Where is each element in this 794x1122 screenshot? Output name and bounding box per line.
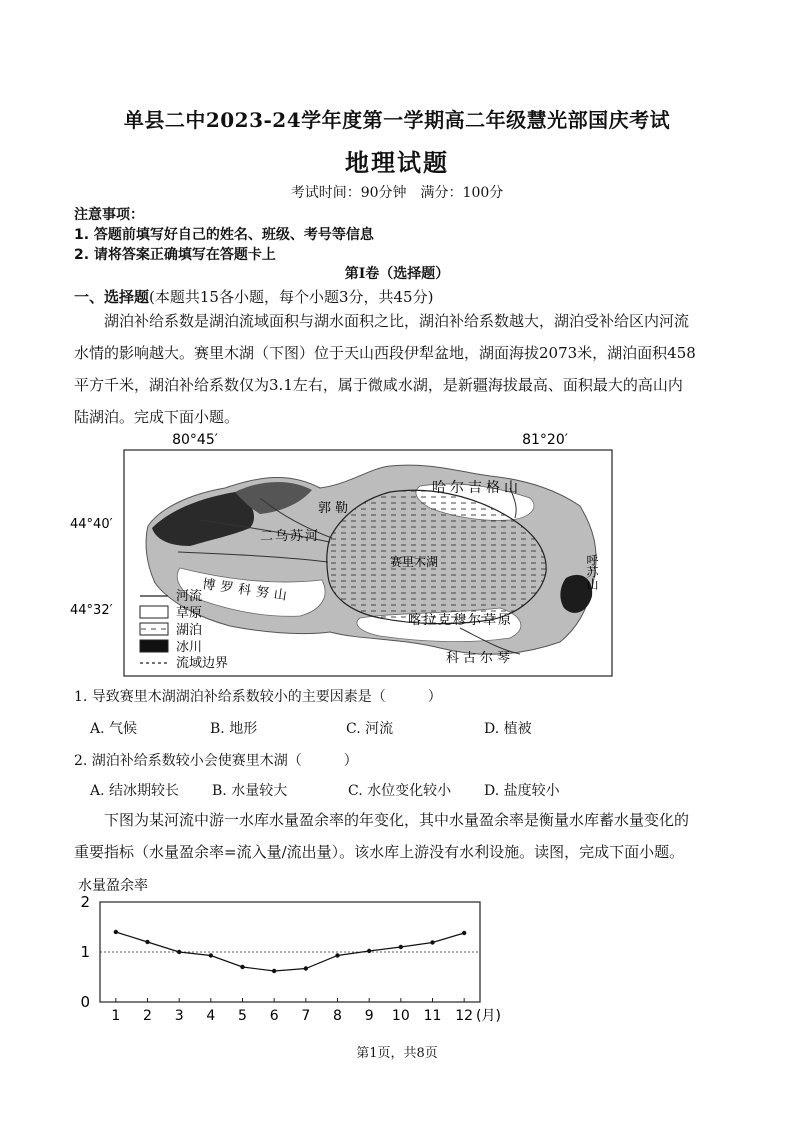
- reservoir-chart: [70, 872, 530, 1028]
- x-tick-label: 10: [391, 1008, 410, 1024]
- x-tick-label: 12: [455, 1008, 474, 1024]
- passage-line: 陆湖泊。完成下面小题。: [74, 408, 240, 426]
- question-2-options: [90, 780, 560, 800]
- data-point: [240, 965, 244, 969]
- question-1-stem: 1. 导致赛里木湖湖泊补给系数较小的主要因素是（ ）: [74, 689, 442, 705]
- part-heading: [74, 286, 433, 307]
- data-point: [430, 940, 434, 944]
- x-tick-label: 7: [301, 1008, 311, 1024]
- page-footer: 第1页，共8页: [356, 1046, 438, 1061]
- label-kegu: 科古尔琴: [446, 651, 515, 666]
- y-tick-label: 1: [80, 943, 90, 961]
- legend-label: 草原: [176, 606, 203, 621]
- label-erwu: 二乌苏河: [260, 529, 321, 544]
- passage-lake: [74, 305, 724, 433]
- question-1-options: [90, 718, 532, 738]
- y-tick-label: 2: [80, 893, 90, 911]
- legend-label: 流域边界: [176, 656, 229, 671]
- passage-line: 平方千米，湖泊补给系数仅为3.1左右，属于微咸水湖，是新疆海拔最高、面积最大的高山内: [74, 376, 683, 394]
- label-lake: 赛里木湖: [390, 555, 439, 569]
- data-point: [367, 949, 371, 953]
- data-point: [209, 953, 213, 957]
- passage-line: 湖泊补给系数是湖泊流域面积与湖水面积之比，湖泊补给系数越大，湖泊受补给区内河流: [104, 312, 690, 330]
- data-point: [114, 930, 118, 934]
- label-huxi: 呼苏山: [585, 554, 599, 590]
- option: A. 结冰期较长: [90, 783, 180, 799]
- legend-label: 湖泊: [176, 623, 203, 638]
- legend-grassland-symbol: [140, 606, 168, 618]
- lat-label-bottom: 44°32′: [70, 603, 113, 618]
- legend-label: 河流: [176, 589, 203, 604]
- question-2-stem: 2. 湖泊补给系数较小会使赛里木湖（ ）: [74, 753, 358, 769]
- data-point: [399, 945, 403, 949]
- x-tick-label: 4: [206, 1008, 216, 1024]
- legend-label: 冰川: [176, 640, 203, 655]
- chart-plot: [80, 893, 500, 1024]
- lake-map: [60, 428, 620, 680]
- section-heading: 第Ⅰ卷（选择题）: [344, 266, 450, 282]
- label-hagan: 哈尔吉格山: [432, 480, 522, 496]
- x-tick-label: 2: [143, 1008, 152, 1024]
- x-axis-label: (月): [476, 1008, 501, 1024]
- chart-ylabel: 水量盈余率: [78, 878, 148, 894]
- option: B. 地形: [210, 721, 258, 737]
- lon-label-right: 81°20′: [522, 432, 568, 448]
- y-tick-label: 0: [80, 993, 90, 1011]
- passage-line: 重要指标（水量盈余率=流入量/流出量）。该水库上游没有水利设施。读图，完成下面小题。: [74, 843, 685, 861]
- x-tick-label: 5: [238, 1008, 247, 1024]
- notice-item: 2. 请将答案正确填写在答题卡上: [74, 247, 276, 263]
- exam-title: 单县二中2023-24学年度第一学期高二年级慧光部国庆考试: [123, 108, 671, 132]
- lat-label-top: 44°40′: [70, 517, 113, 532]
- data-point: [272, 969, 276, 973]
- part-label: 一、选择题: [74, 288, 150, 306]
- exam-info: 考试时间：90分钟 满分：100分: [290, 185, 504, 201]
- label-kalakemur: 喀拉克穆尔草原: [408, 613, 514, 628]
- data-point: [145, 940, 149, 944]
- lon-label-left: 80°45′: [172, 432, 218, 448]
- data-point: [177, 950, 181, 954]
- option: D. 植被: [484, 721, 532, 737]
- x-tick-label: 11: [423, 1008, 442, 1024]
- x-tick-label: 8: [333, 1008, 342, 1024]
- notice-heading: 注意事项：: [74, 207, 144, 223]
- legend-glacier-symbol: [140, 640, 168, 652]
- x-tick-label: 9: [364, 1008, 374, 1024]
- option: C. 水位变化较小: [348, 783, 452, 799]
- x-tick-label: 3: [174, 1008, 184, 1024]
- legend-lake-symbol: [140, 623, 168, 635]
- option: C. 河流: [346, 721, 394, 737]
- label-guole: 郭勒: [318, 501, 353, 516]
- passage-reservoir: [74, 804, 724, 868]
- option: B. 水量较大: [212, 783, 288, 799]
- x-tick-label: 1: [111, 1008, 121, 1024]
- passage-line: 下图为某河流中游一水库水量盈余率的年变化，其中水量盈余率是衡量水库蓄水量变化的: [104, 811, 690, 829]
- series-line: [116, 932, 464, 971]
- passage-line: 水情的影响越大。赛里木湖（下图）位于天山西段伊犁盆地，湖面海拔2073米，湖泊面积458: [74, 344, 696, 362]
- subject-title: 地理试题: [345, 148, 449, 177]
- x-tick-label: 6: [269, 1008, 279, 1024]
- notice-item: 1. 答题前填写好自己的姓名、班级、考号等信息: [74, 227, 374, 243]
- data-point: [304, 966, 308, 970]
- part-description: (本题共15各小题，每个小题3分，共45分): [149, 288, 434, 306]
- option: D. 盐度较小: [484, 783, 560, 799]
- label-boluo: 博罗科努山: [201, 577, 293, 605]
- option: A. 气候: [90, 721, 138, 737]
- data-point: [462, 931, 466, 935]
- data-point: [335, 953, 339, 957]
